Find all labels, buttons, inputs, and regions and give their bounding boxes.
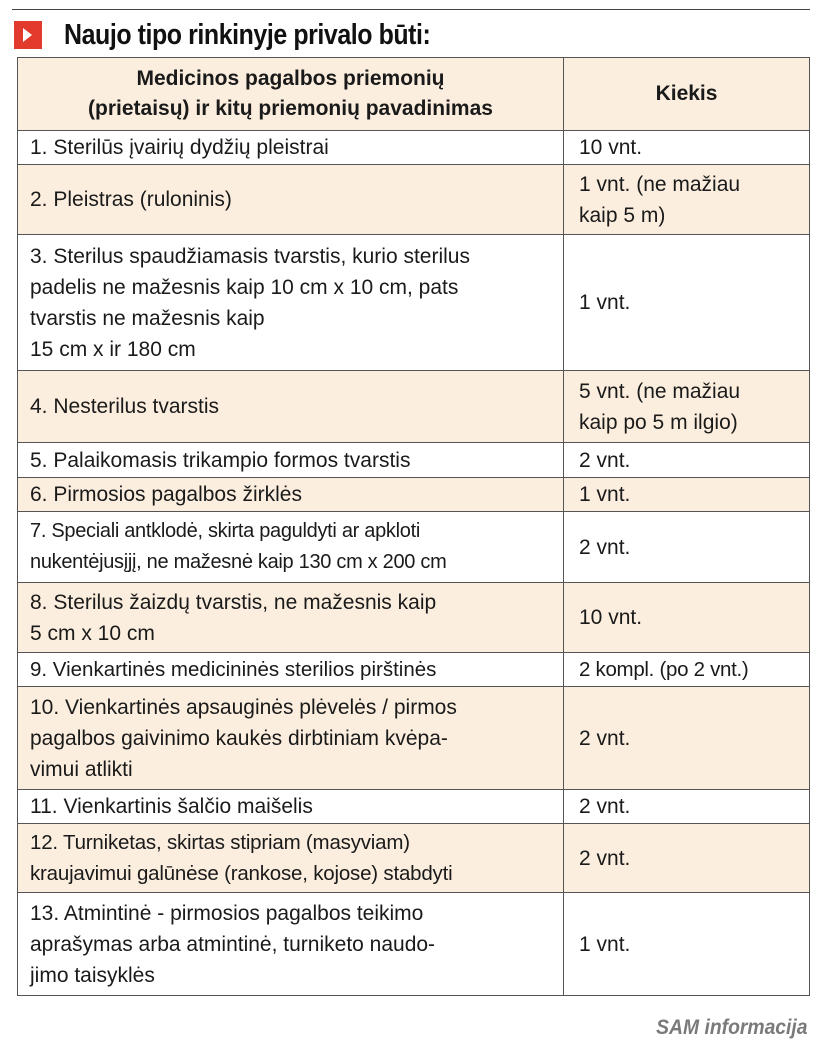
item-quantity-cell: 2 vnt. [564,790,810,824]
table-row [18,824,810,893]
item-quantity-cell: 1 vnt. [564,893,810,996]
item-quantity-cell: 5 vnt. (ne mažiau kaip po 5 m ilgio) [564,371,810,443]
page-title: Naujo tipo rinkinyje privalo būti: [64,18,431,51]
item-name-cell: 6. Pirmosios pagalbos žirklės [18,478,564,512]
item-name-cell: 11. Vienkartinis šalčio maišelis [18,790,564,824]
item-name-cell: 4. Nesterilus tvarstis [18,371,564,443]
item-quantity-cell: 2 vnt. [564,443,810,478]
item-quantity-cell: 2 vnt. [564,512,810,583]
item-name-cell: 2. Pleistras (ruloninis) [18,165,564,235]
item-quantity-cell: 2 kompl. (po 2 vnt.) [564,653,810,687]
first-aid-kit-table [17,57,810,996]
item-quantity-cell: 10 vnt. [564,131,810,165]
item-name-cell: 13. Atmintinė - pirmosios pagalbos teikimo aprašymas arba atmintinė, turniketo naudo- jimo taisyklės [18,893,564,996]
table-row [18,790,810,824]
source-credit: SAM informacija [656,1016,808,1039]
item-name-cell: 5. Palaikomasis trikampio formos tvarstis [18,443,564,478]
item-name-cell: 3. Sterilus spaudžiamasis tvarstis, kurio sterilus padelis ne mažesnis kaip 10 cm x 10 cm, pats tvarstis ne mažesnis kaip 15 cm x ir 180 cm [18,235,564,371]
item-quantity-cell: 2 vnt. [564,687,810,790]
table-row [18,583,810,653]
item-quantity-cell: 1 vnt. (ne mažiau kaip 5 m) [564,165,810,235]
item-name-cell: 7. Speciali antklodė, skirta paguldyti ar apkloti nukentėjusįjį, ne mažesnė kaip 130 cm x 200 cm [18,512,564,583]
item-quantity-cell: 1 vnt. [564,478,810,512]
table-row [18,478,810,512]
table-header-row [18,58,810,131]
item-name-cell: 1. Sterilūs įvairių dydžių pleistrai [18,131,564,165]
column-header-name: Medicinos pagalbos priemonių (prietaisų) ir kitų priemonių pavadinimas [18,58,564,131]
section-heading [14,16,490,54]
item-name-cell: 10. Vienkartinės apsauginės plėvelės / pirmos pagalbos gaivinimo kaukės dirbtiniam kvėpa- vimui atlikti [18,687,564,790]
item-quantity-cell: 10 vnt. [564,583,810,653]
item-name-cell: 8. Sterilus žaizdų tvarstis, ne mažesnis kaip 5 cm x 10 cm [18,583,564,653]
top-divider [12,9,810,10]
table-row [18,235,810,371]
item-name-cell: 9. Vienkartinės medicininės sterilios pirštinės [18,653,564,687]
table-row [18,687,810,790]
table-row [18,443,810,478]
column-header-quantity: Kiekis [564,58,810,131]
table-row [18,165,810,235]
table-row [18,653,810,687]
table-row [18,131,810,165]
table-row [18,893,810,996]
item-quantity-cell: 2 vnt. [564,824,810,893]
table-row [18,512,810,583]
item-name-cell: 12. Turniketas, skirtas stipriam (masyviam) kraujavimui galūnėse (rankose, kojose) stabdyti [18,824,564,893]
table-row [18,371,810,443]
play-icon [14,21,42,49]
item-quantity-cell: 1 vnt. [564,235,810,371]
